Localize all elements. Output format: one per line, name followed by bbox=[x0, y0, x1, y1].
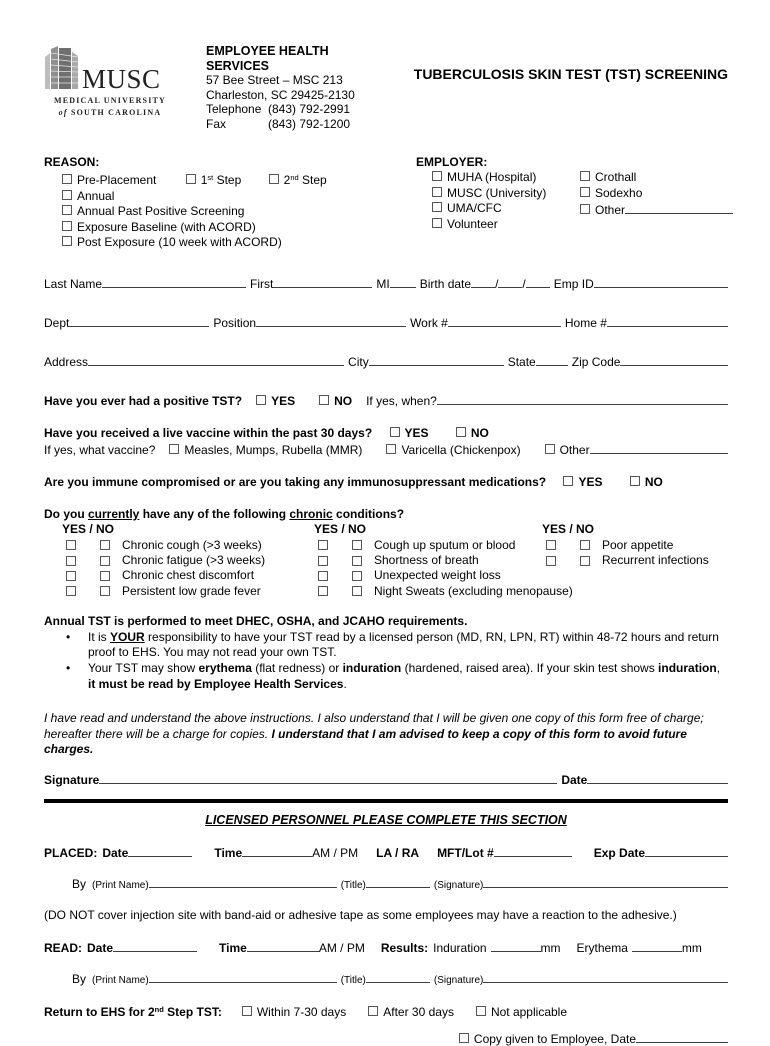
checkbox-uma-cfc[interactable] bbox=[432, 202, 442, 212]
checkbox-volunteer[interactable] bbox=[432, 218, 442, 228]
checkbox-fever-yes[interactable] bbox=[66, 586, 76, 596]
question-vaccine-type: If yes, what vaccine? Measles, Mumps, Rubella (MMR) Varicella (Chickenpox) Other bbox=[44, 441, 728, 457]
read-label: READ: bbox=[44, 940, 82, 955]
signature-label: Signature bbox=[44, 772, 100, 787]
placed-row bbox=[44, 844, 728, 860]
employer-option-uma-cfc: UMA/CFC bbox=[416, 201, 564, 217]
birth-year-field[interactable] bbox=[526, 275, 550, 288]
checkbox-vaccine-other[interactable] bbox=[545, 444, 555, 454]
zip-field[interactable] bbox=[620, 353, 728, 366]
checkbox-sodexho[interactable] bbox=[580, 187, 590, 197]
q1-text: Have you ever had a positive TST? bbox=[44, 393, 243, 408]
vaccine-other-field[interactable] bbox=[590, 441, 728, 454]
pre-placement-label: Pre-Placement bbox=[77, 173, 157, 187]
checkbox-breath-no[interactable] bbox=[352, 556, 362, 566]
chronic-item-cough: Chronic cough (>3 weeks) bbox=[60, 538, 312, 553]
adhesive-note: (DO NOT cover injection site with band-aid or adhesive tape as some employees may have a reaction to the adhesive.) bbox=[44, 907, 677, 922]
checkbox-crothall[interactable] bbox=[580, 171, 590, 181]
logo-university-line1: MEDICAL UNIVERSITY bbox=[53, 96, 167, 105]
dept-label: Dept bbox=[44, 315, 70, 330]
question-positive-tst: Have you ever had a positive TST? YES NO If yes, when? bbox=[44, 392, 728, 408]
signature-date-label: Date bbox=[561, 772, 588, 787]
employer-other-field[interactable] bbox=[625, 201, 733, 214]
emp-id-field[interactable] bbox=[594, 275, 728, 288]
reason-option-annual-past: Annual Past Positive Screening bbox=[44, 204, 416, 220]
chronic-item-appetite: Poor appetite bbox=[540, 538, 728, 553]
chronic-column-1 bbox=[60, 522, 312, 599]
read-signature-label: (Signature) bbox=[433, 974, 484, 986]
reason-employer-section bbox=[44, 154, 728, 251]
placed-arm-label: LA / RA bbox=[376, 845, 420, 860]
read-date-field[interactable] bbox=[113, 939, 197, 952]
q1-followup-label: If yes, when? bbox=[366, 393, 437, 408]
fax-line: Fax (843) 792-1200 bbox=[206, 116, 351, 131]
checkbox-q3-yes[interactable] bbox=[563, 476, 573, 486]
instruction-bullet-1: • It is YOUR responsibility to have your TST read by a licensed person (MD, RN, LPN, RT) within 48-72 hours and return proof to EHS. You may not read your own TST. bbox=[60, 630, 728, 661]
reason-column bbox=[44, 154, 416, 251]
read-title-field[interactable] bbox=[366, 970, 430, 983]
home-phone-label: Home # bbox=[564, 315, 607, 330]
q3-text: Are you immune compromised or are you taking any immunosuppressant medications? bbox=[44, 474, 547, 489]
read-print-name-field[interactable] bbox=[149, 970, 337, 983]
first-step-label: 1st Step bbox=[200, 173, 242, 187]
reason-option-exposure-baseline: Exposure Baseline (with ACORD) bbox=[44, 220, 416, 236]
yes-no-header-2: YES / NO bbox=[314, 521, 367, 536]
placed-by-label: By bbox=[72, 876, 87, 891]
placed-ampm-label: AM / PM bbox=[312, 845, 359, 860]
placed-print-name-label: (Print Name) bbox=[92, 879, 149, 891]
street-line: 57 Bee Street – MSC 213 bbox=[206, 73, 343, 87]
first-name-label: First bbox=[250, 276, 274, 291]
checkbox-weight-no[interactable] bbox=[352, 571, 362, 581]
checkbox-annual[interactable] bbox=[62, 190, 72, 200]
placed-title-label: (Title) bbox=[340, 879, 366, 891]
placed-time-field[interactable] bbox=[242, 844, 312, 857]
checkbox-weight-yes[interactable] bbox=[318, 571, 328, 581]
exp-date-label: Exp Date bbox=[593, 845, 646, 860]
logo-acronym: MUSC bbox=[82, 64, 161, 94]
copy-given-date-field[interactable] bbox=[636, 1030, 728, 1043]
acknowledgment-paragraph: I have read and understand the above instructions. I also understand that I will be given one copy of this form free of charge; hereafter there will be a charge for copies. I understand that I am advised to keep a copy of this form to avoid future charges. bbox=[44, 711, 704, 757]
address-row bbox=[44, 353, 728, 369]
read-row: READ: Date Time AM / PM Results: Induration mm Erythema mm bbox=[44, 940, 702, 955]
dept-field[interactable] bbox=[69, 314, 209, 327]
dept-row bbox=[44, 314, 728, 330]
checkbox-post-exposure[interactable] bbox=[62, 236, 72, 246]
checkbox-sputum-no[interactable] bbox=[352, 540, 362, 550]
placed-signature-field[interactable] bbox=[483, 875, 728, 888]
checkbox-appetite-no[interactable] bbox=[580, 540, 590, 550]
checkbox-sputum-yes[interactable] bbox=[318, 540, 328, 550]
last-name-field[interactable] bbox=[102, 275, 246, 288]
identity-section bbox=[44, 275, 728, 369]
first-name-field[interactable] bbox=[273, 275, 372, 288]
chronic-conditions-section bbox=[44, 507, 728, 599]
placed-date-field[interactable] bbox=[128, 844, 192, 857]
chronic-item-chest-discomfort: Chronic chest discomfort bbox=[60, 568, 312, 583]
placed-signature-label: (Signature) bbox=[433, 879, 484, 891]
copy-given-row bbox=[44, 1030, 728, 1046]
name-row: Last Name First MI Birth date / / Emp ID bbox=[44, 275, 728, 291]
read-print-name-label: (Print Name) bbox=[92, 974, 149, 986]
checkbox-within-7-30[interactable] bbox=[242, 1006, 252, 1016]
checkbox-musc[interactable] bbox=[432, 187, 442, 197]
placed-print-name-field[interactable] bbox=[149, 875, 337, 888]
checkbox-employer-other[interactable] bbox=[580, 204, 590, 214]
chronic-item-fever: Persistent low grade fever bbox=[60, 584, 312, 599]
instructions-section bbox=[44, 614, 728, 692]
checkbox-exposure-baseline[interactable] bbox=[62, 221, 72, 231]
placed-time-label: Time bbox=[214, 845, 243, 860]
work-phone-label: Work # bbox=[410, 315, 448, 330]
read-ampm-label: AM / PM bbox=[318, 940, 365, 955]
address-label: Address bbox=[44, 354, 89, 369]
city-field[interactable] bbox=[369, 353, 504, 366]
return-row: Return to EHS for 2nd Step TST: Within 7-30 days After 30 days Not applicable bbox=[44, 1004, 568, 1019]
checkbox-pre-placement[interactable] bbox=[62, 174, 72, 184]
signature-date-field[interactable] bbox=[587, 771, 728, 784]
yes-no-header-3: YES / NO bbox=[542, 521, 595, 536]
checkbox-fever-no[interactable] bbox=[100, 586, 110, 596]
mi-field[interactable] bbox=[390, 275, 416, 288]
chronic-item-infections: Recurrent infections bbox=[540, 553, 728, 568]
form-title: TUBERCULOSIS SKIN TEST (TST) SCREENING bbox=[413, 66, 728, 82]
phone-line: Telephone (843) 792-2991 bbox=[206, 102, 351, 116]
reason-row-steps bbox=[44, 170, 416, 189]
employer-column bbox=[416, 154, 733, 251]
reason-option-post-exposure: Post Exposure (10 week with ACORD) bbox=[44, 235, 416, 251]
home-phone-field[interactable] bbox=[607, 314, 728, 327]
read-date-label: Date bbox=[87, 940, 114, 955]
checkbox-q1-no[interactable] bbox=[319, 395, 329, 405]
employer-option-sodexho: Sodexho bbox=[564, 186, 733, 202]
erythema-field[interactable] bbox=[632, 939, 682, 952]
checkbox-chest-yes[interactable] bbox=[66, 571, 76, 581]
copy-given-label: Copy given to Employee, Date bbox=[473, 1031, 636, 1046]
checkbox-varicella[interactable] bbox=[386, 444, 396, 454]
chronic-item-fatigue: Chronic fatigue (>3 weeks) bbox=[60, 553, 312, 568]
checkbox-breath-yes[interactable] bbox=[318, 556, 328, 566]
checkbox-annual-past-positive[interactable] bbox=[62, 205, 72, 215]
checkbox-appetite-yes[interactable] bbox=[546, 540, 556, 550]
return-label: Return to EHS for 2nd Step TST: bbox=[44, 1004, 222, 1019]
position-label: Position bbox=[213, 315, 257, 330]
placed-date-label: Date bbox=[102, 845, 129, 860]
read-by-row bbox=[72, 970, 728, 986]
read-signature-field[interactable] bbox=[483, 970, 728, 983]
employer-subcolumn-2 bbox=[564, 170, 733, 232]
licensed-section-heading: LICENSED PERSONNEL PLEASE COMPLETE THIS SECTION bbox=[205, 812, 567, 827]
checkbox-1st-step[interactable] bbox=[186, 174, 196, 184]
address-block bbox=[206, 44, 386, 131]
emp-id-label: Emp ID bbox=[553, 276, 594, 291]
yes-no-header-1: YES / NO bbox=[62, 521, 115, 536]
musc-building-icon bbox=[44, 44, 80, 93]
q2-followup-label: If yes, what vaccine? bbox=[44, 442, 156, 457]
placed-title-field[interactable] bbox=[366, 875, 430, 888]
birth-date-label: Birth date bbox=[419, 276, 472, 291]
employer-option-volunteer: Volunteer bbox=[416, 217, 564, 233]
read-time-label: Time bbox=[219, 940, 247, 955]
mft-lot-label: MFT/Lot # bbox=[437, 845, 494, 860]
second-step-label: 2nd Step bbox=[283, 173, 327, 187]
checkbox-chest-no[interactable] bbox=[100, 571, 110, 581]
checkbox-cough-yes[interactable] bbox=[66, 540, 76, 550]
instructions-heading: Annual TST is performed to meet DHEC, OSHA, and JCAHO requirements. bbox=[44, 614, 468, 629]
chronic-item-sputum: Cough up sputum or blood bbox=[312, 538, 540, 553]
induration-field[interactable] bbox=[491, 939, 541, 952]
musc-logo bbox=[44, 44, 176, 117]
checkbox-infections-yes[interactable] bbox=[546, 556, 556, 566]
checkbox-fatigue-no[interactable] bbox=[100, 556, 110, 566]
checkbox-sweats-yes[interactable] bbox=[318, 586, 328, 596]
checkbox-q2-yes[interactable] bbox=[390, 427, 400, 437]
instruction-bullet-2: • Your TST may show erythema (flat redness) or induration (hardened, raised area). If your skin test shows induration, it must be read by Employee Health Services. bbox=[60, 661, 728, 692]
checkbox-mmr[interactable] bbox=[169, 444, 179, 454]
state-field[interactable] bbox=[536, 353, 568, 366]
placed-label: PLACED: bbox=[44, 845, 98, 860]
question-live-vaccine: Have you received a live vaccine within the past 30 days? YES NO bbox=[44, 425, 489, 440]
induration-label: Induration bbox=[433, 940, 487, 955]
q2-text: Have you received a live vaccine within the past 30 days? bbox=[44, 425, 373, 440]
reason-heading: REASON: bbox=[44, 155, 100, 169]
checkbox-q3-no[interactable] bbox=[630, 476, 640, 486]
signature-row bbox=[44, 771, 728, 787]
placed-by-row bbox=[72, 875, 728, 891]
signature-field[interactable] bbox=[99, 771, 557, 784]
city-line: Charleston, SC 29425-2130 bbox=[206, 87, 355, 102]
employer-option-crothall: Crothall bbox=[564, 170, 733, 186]
employer-option-other: Other bbox=[564, 201, 733, 219]
employer-subcolumn-1 bbox=[416, 170, 564, 232]
checkbox-fatigue-yes[interactable] bbox=[66, 556, 76, 566]
mi-label: MI bbox=[376, 276, 390, 291]
exp-date-field[interactable] bbox=[645, 844, 728, 857]
read-by-label: By bbox=[72, 971, 87, 986]
employer-option-musc: MUSC (University) bbox=[416, 186, 564, 202]
chronic-item-weight-loss: Unexpected weight loss bbox=[312, 568, 540, 583]
checkbox-copy-given[interactable] bbox=[459, 1033, 469, 1043]
chronic-item-breath: Shortness of breath bbox=[312, 553, 540, 568]
checkbox-not-applicable[interactable] bbox=[476, 1006, 486, 1016]
checkbox-cough-no[interactable] bbox=[100, 540, 110, 550]
checkbox-infections-no[interactable] bbox=[580, 556, 590, 566]
checkbox-q1-yes[interactable] bbox=[256, 395, 266, 405]
chronic-column-3 bbox=[540, 522, 728, 599]
checkbox-2nd-step[interactable] bbox=[269, 174, 279, 184]
checkbox-sweats-no[interactable] bbox=[352, 586, 362, 596]
q1-when-field[interactable] bbox=[437, 392, 728, 405]
employer-option-muha: MUHA (Hospital) bbox=[416, 170, 564, 186]
birth-month-field[interactable] bbox=[471, 275, 495, 288]
reason-option-annual: Annual bbox=[44, 189, 416, 205]
question-immune-compromised: Are you immune compromised or are you taking any immunosuppressant medications? YES NO bbox=[44, 474, 663, 489]
read-time-field[interactable] bbox=[247, 939, 319, 952]
section-divider bbox=[44, 799, 728, 803]
employer-heading: EMPLOYER: bbox=[416, 155, 488, 169]
checkbox-q2-no[interactable] bbox=[456, 427, 466, 437]
state-label: State bbox=[507, 354, 536, 369]
checkbox-muha[interactable] bbox=[432, 171, 442, 181]
mft-lot-field[interactable] bbox=[494, 844, 572, 857]
form-header bbox=[44, 44, 728, 131]
birth-day-field[interactable] bbox=[498, 275, 522, 288]
last-name-label: Last Name bbox=[44, 276, 103, 291]
chronic-item-night-sweats: Night Sweats (excluding menopause) bbox=[312, 584, 540, 599]
erythema-label: Erythema bbox=[576, 940, 628, 955]
city-label: City bbox=[348, 354, 369, 369]
address-field[interactable] bbox=[88, 353, 344, 366]
work-phone-field[interactable] bbox=[448, 314, 561, 327]
position-field[interactable] bbox=[256, 314, 406, 327]
read-title-label: (Title) bbox=[340, 974, 366, 986]
org-name: EMPLOYEE HEALTH SERVICES bbox=[206, 44, 329, 73]
checkbox-after-30[interactable] bbox=[368, 1006, 378, 1016]
results-label: Results: bbox=[380, 940, 429, 955]
logo-university-line2: of SOUTH CAROLINA bbox=[58, 108, 162, 117]
chronic-intro: Do you currently have any of the following chronic conditions? bbox=[44, 506, 405, 521]
chronic-column-2 bbox=[312, 521, 573, 599]
zip-label: Zip Code bbox=[571, 354, 621, 369]
